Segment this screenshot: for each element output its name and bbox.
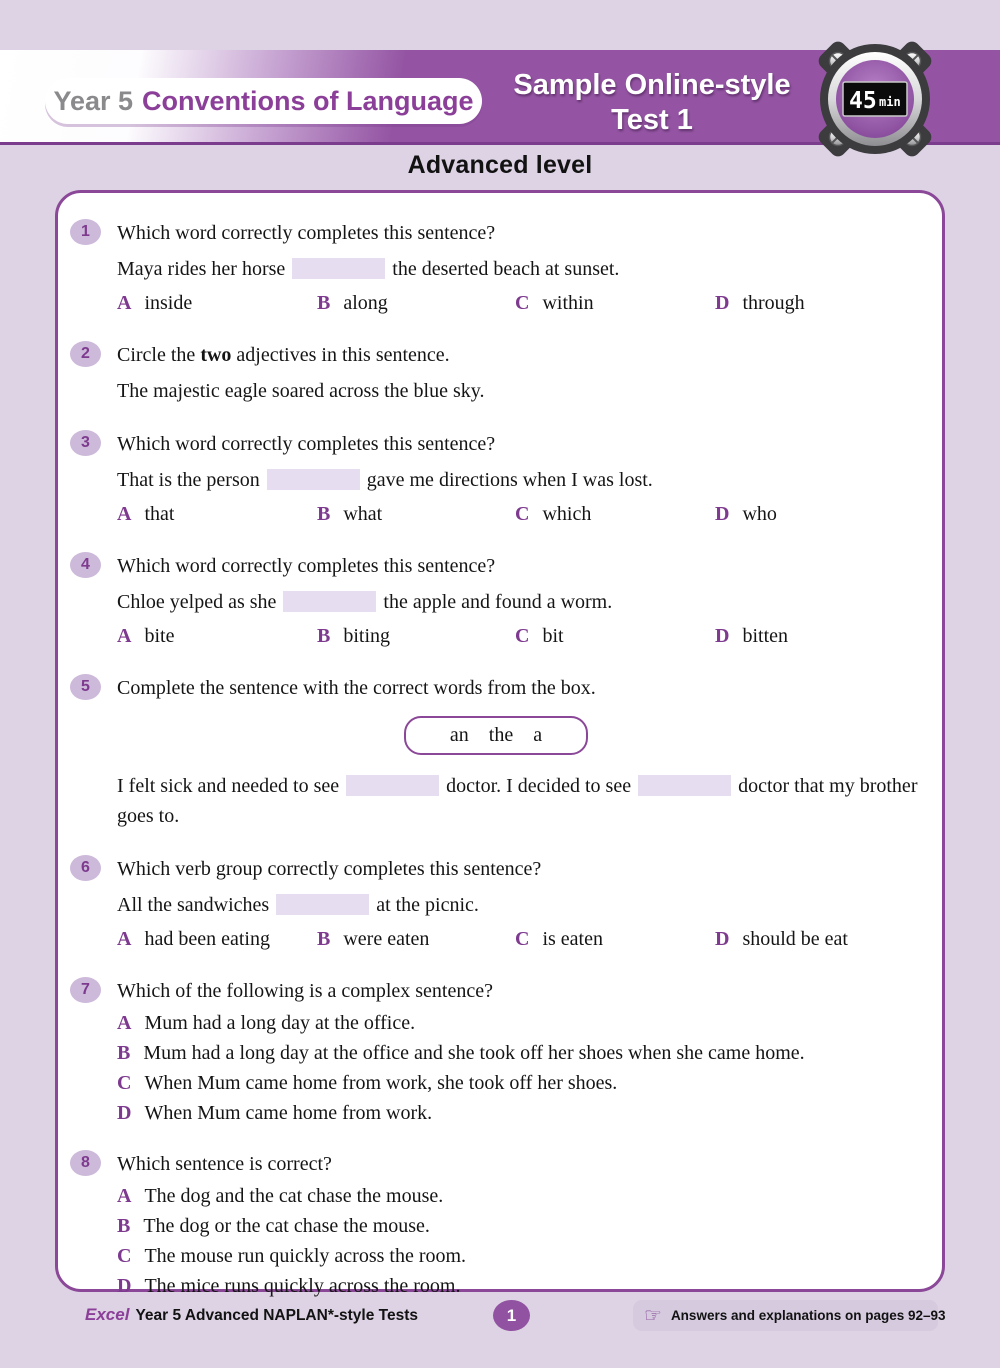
question-4 [70,550,922,650]
test-title-line2: Test 1 [611,104,693,136]
options-row [117,501,922,528]
option-a: A bite [117,625,175,647]
question-5 [70,672,922,831]
answer-blank [276,894,369,915]
question-sentence: I felt sick and needed to see doctor. I decided to see doctor that my brother goes to. [117,775,918,827]
option-b: B Mum had a long day at the office and she took off her shoes when she came home. [117,1042,805,1064]
timer-value: 45 [849,88,877,114]
question-3 [70,428,922,528]
question-sentence: Chloe yelped as she the apple and found a worm. [117,591,613,613]
question-7 [70,975,922,1126]
option-c: C which [515,503,592,525]
option-d: D who [715,503,777,525]
option-d: D When Mum came home from work. [117,1102,433,1124]
option-a: A The dog and the cat chase the mouse. [117,1185,444,1207]
option-b: B what [317,503,383,525]
answer-blank [283,591,376,612]
subject-label: Conventions of Language [142,85,474,116]
option-c: C The mouse run quickly across the room. [117,1245,467,1267]
option-a: A inside [117,292,193,314]
answer-blank [292,258,385,279]
question-6 [70,853,922,953]
word-choice-box: an the a [404,716,588,755]
question-prompt: Which word correctly completes this sentence? [117,433,496,455]
question-number-badge: 3 [70,430,101,456]
options-row [117,623,922,650]
question-number-badge: 1 [70,219,101,245]
question-prompt: Which of the following is a complex sentence? [117,980,493,1002]
page-footer [0,1300,1000,1340]
options-row [117,926,922,953]
question-prompt: Which verb group correctly completes this sentence? [117,858,542,880]
question-8 [70,1148,922,1299]
brand-logo: Excel [85,1305,130,1324]
option-a: A that [117,503,175,525]
options-list [117,1010,922,1126]
option-c: C within [515,292,594,314]
stopwatch-icon [812,34,938,164]
question-prompt: Which word correctly completes this sentence? [117,222,496,244]
page-number-badge: 1 [493,1300,530,1331]
option-d: D through [715,292,805,314]
answer-blank [638,775,731,796]
option-a: A had been eating [117,928,270,950]
test-title-line1: Sample Online-style [513,69,791,101]
option-c: C is eaten [515,928,603,950]
test-title [494,68,810,138]
series-label [85,1305,418,1325]
pointing-hand-icon: ☞ [644,1304,662,1327]
question-sentence: The majestic eagle soared across the blue sky. [117,380,485,402]
level-heading: Advanced level [407,151,593,179]
option-c: C bit [515,625,564,647]
answers-note: Answers and explanations on pages 92–93 [670,1308,946,1323]
option-b: B The dog or the cat chase the mouse. [117,1215,430,1237]
option-b: B along [317,292,388,314]
timer-icon [812,34,938,169]
question-number-badge: 6 [70,855,101,881]
answer-blank [267,469,360,490]
answer-blank [346,775,439,796]
question-prompt: Circle the two adjectives in this sentence. [117,344,450,366]
option-a: A Mum had a long day at the office. [117,1012,416,1034]
timer-unit: min [879,95,901,109]
question-sentence: Maya rides her horse the deserted beach at sunset. [117,258,620,280]
question-number-badge: 7 [70,977,101,1003]
question-panel [55,190,945,1297]
option-c: C When Mum came home from work, she took off her shoes. [117,1072,618,1094]
question-1 [70,217,922,317]
options-list [117,1183,922,1299]
question-number-badge: 2 [70,341,101,367]
question-prompt: Which sentence is correct? [117,1153,332,1175]
question-2 [70,339,922,406]
option-d: D bitten [715,625,788,647]
question-number-badge: 5 [70,674,101,700]
answers-reference [633,1300,946,1331]
option-b: B biting [317,625,391,647]
unit-title-pill [45,78,482,124]
question-prompt: Complete the sentence with the correct words from the box. [117,677,596,699]
series-title: Year 5 Advanced NAPLAN*-style Tests [135,1307,418,1324]
question-number-badge: 8 [70,1150,101,1176]
question-prompt: Which word correctly completes this sentence? [117,555,496,577]
question-number-badge: 4 [70,552,101,578]
question-sentence: That is the person gave me directions when I was lost. [117,469,653,491]
option-b: B were eaten [317,928,430,950]
options-row [117,290,922,317]
question-sentence: All the sandwiches at the picnic. [117,894,479,916]
year-label: Year 5 [53,85,134,116]
option-d: D The mice runs quickly across the room. [117,1275,461,1297]
option-d: D should be eat [715,928,848,950]
